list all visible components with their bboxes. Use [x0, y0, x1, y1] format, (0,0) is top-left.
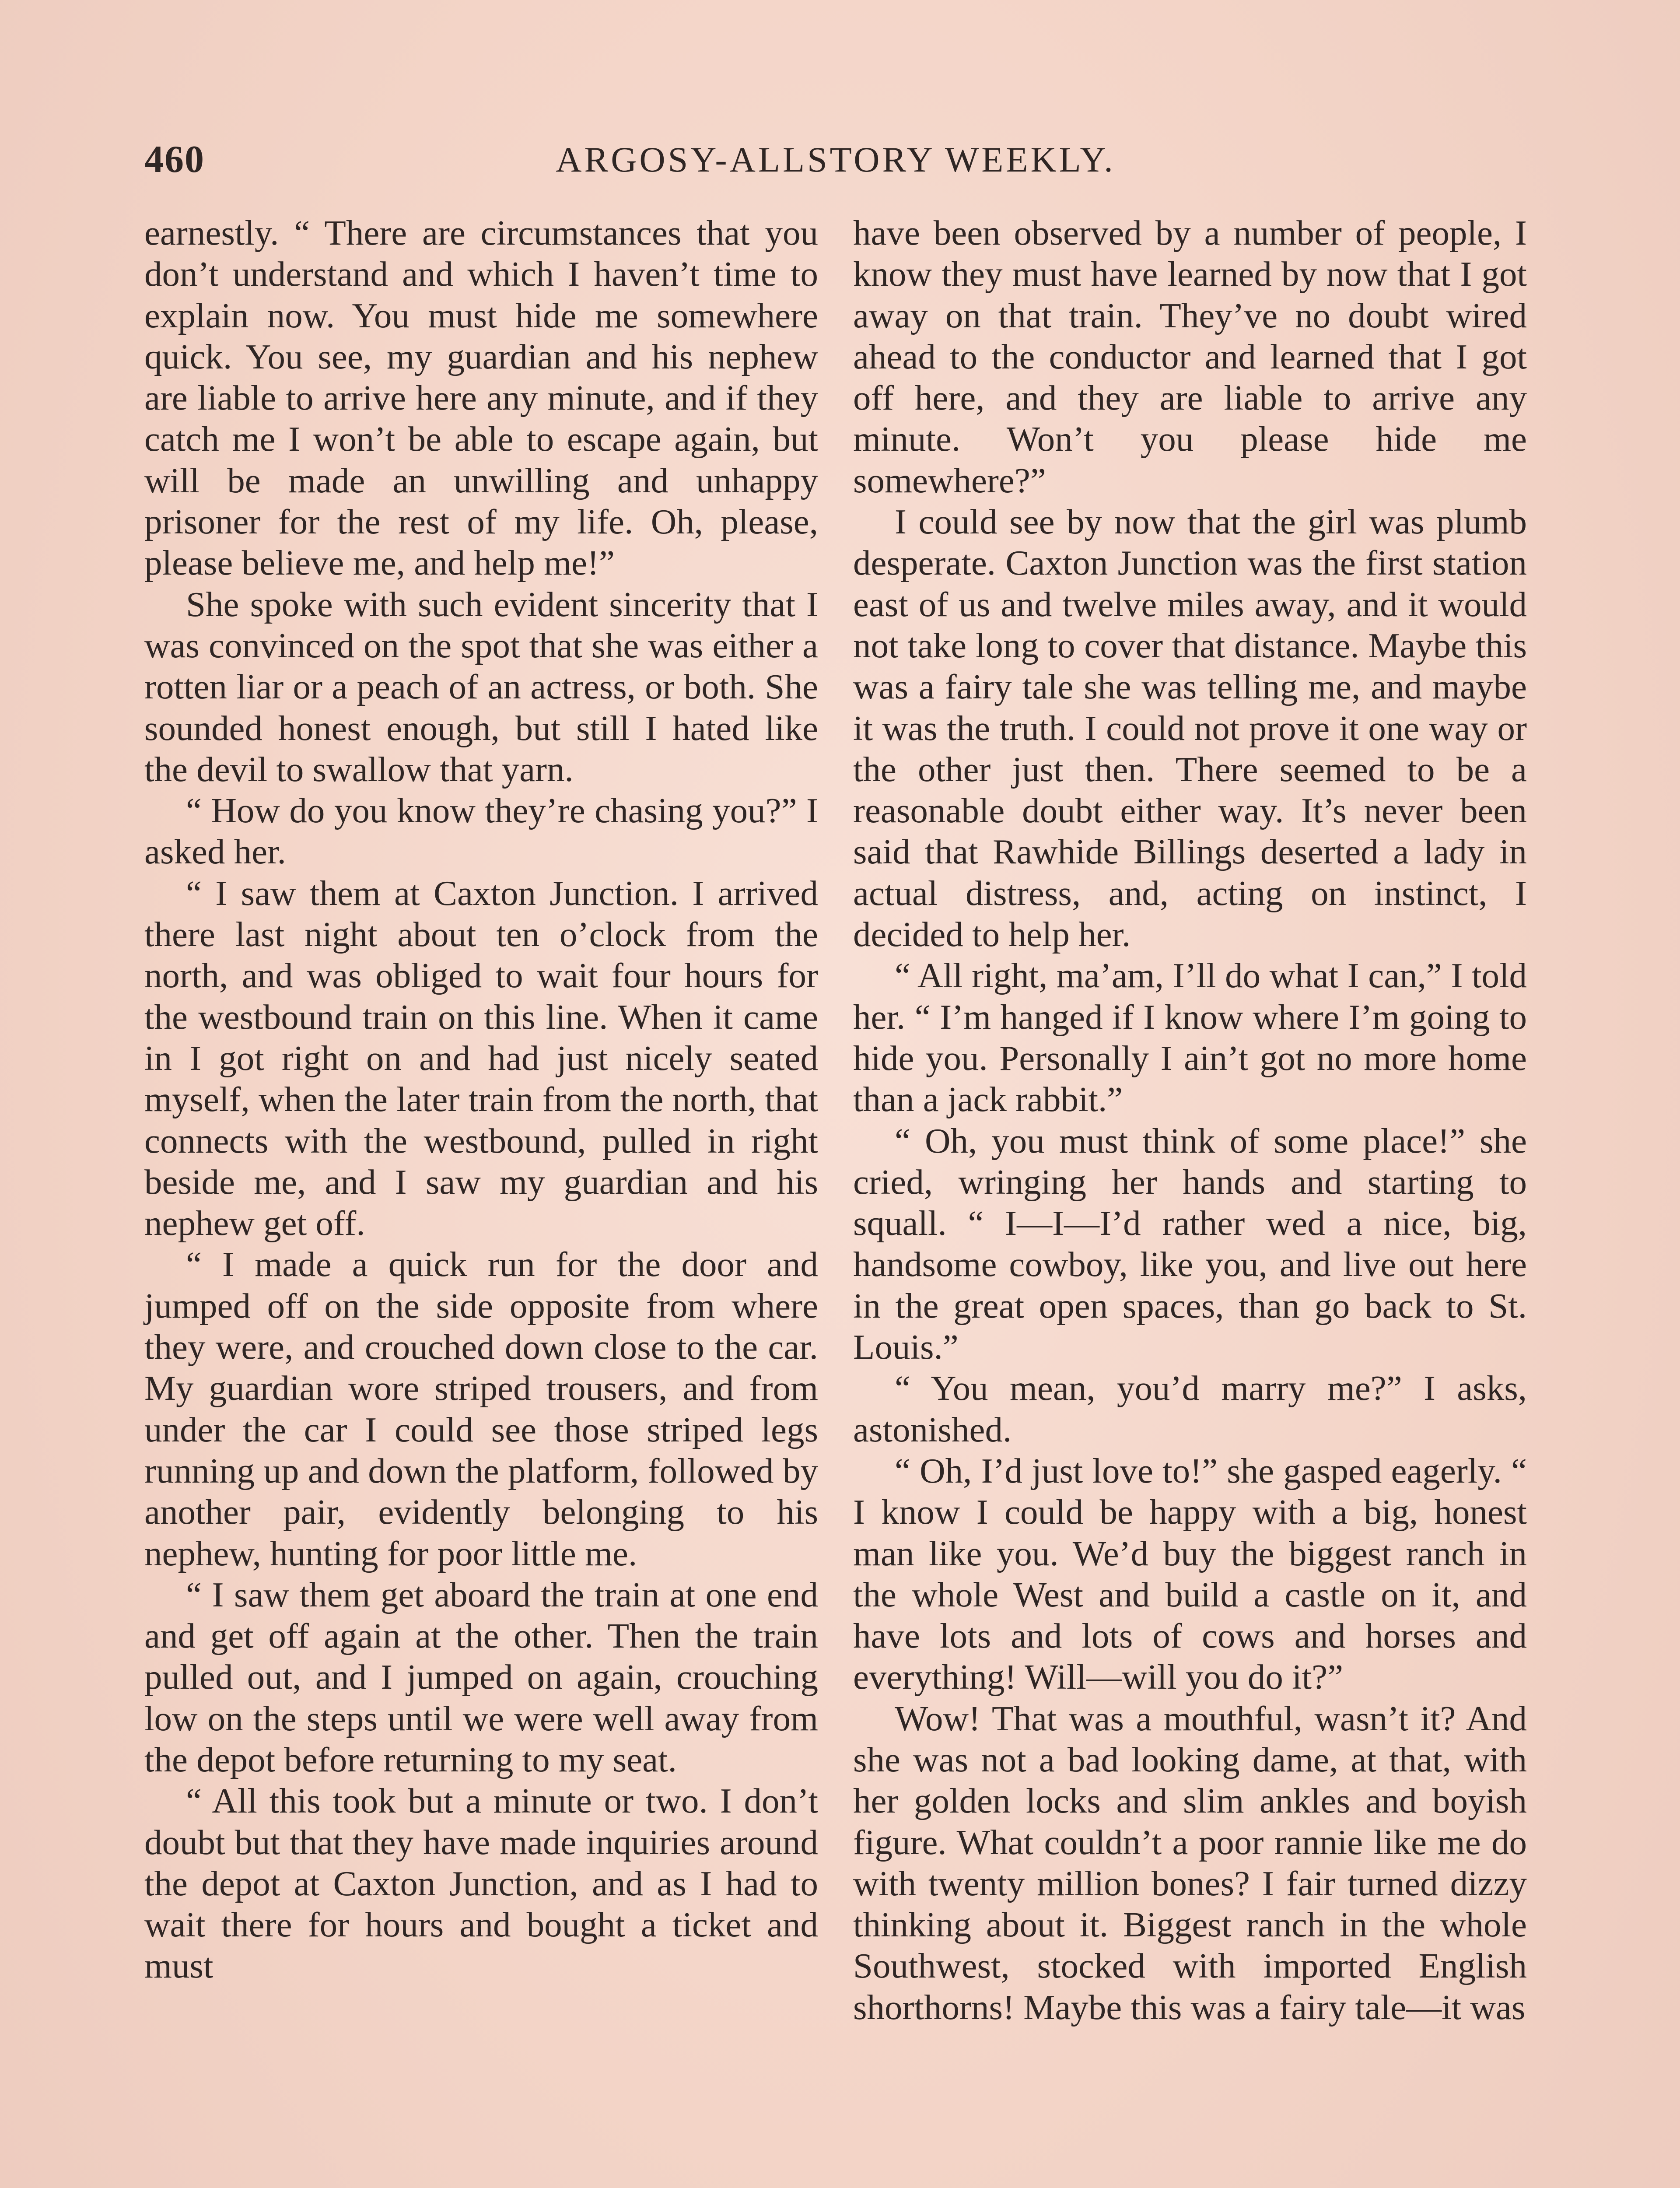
paragraph: “ All this took but a minute or two. I don’t doubt but that they have made inquiries around the depot at Caxton Junction, and as I had to wait there for hours and bought a ticket and must [144, 1781, 818, 1986]
paragraph: “ I saw them at Caxton Junction. I arrived there last night about ten o’clock from the north, and was obliged to wait four hours for the westbound train on this line. When it came in I got right on and had just nicely seated myself, when the later train from the north, that connects with the westbound, pulled in right beside me, and I saw my guardian and his nephew get off. [144, 873, 818, 1243]
paragraph: have been observed by a number of people, I know they must have learned by now that I got away on that train. They’ve no doubt wired ahead to the conductor and learned that I got off here, and they are liable to arrive any minute. Won’t you please hide me somewhere?” [853, 213, 1527, 500]
paragraph: “ Oh, you must think of some place!” she cried, wringing her hands and starting to squall. “ I—I—I’d rather wed a nice, big, handsome cowboy, like you, and live out here in the great open spaces, than go back to St. Louis.” [853, 1121, 1527, 1367]
paragraph: “ You mean, you’d marry me?” I asks, astonished. [853, 1368, 1527, 1449]
paragraph: earnestly. “ There are circumstances that you don’t understand and which I haven’t time to explain now. You must hide me somewhere quick. You see, my guardian and his nephew are liable to arrive here any minute, and if they catch me I won’t be able to escape again, but will be made an unwilling and unhappy prisoner for the rest of my life. Oh, please, please believe me, and help me!” [144, 213, 818, 583]
paragraph: She spoke with such evident sincerity that I was convinced on the spot that she was either a rotten liar or a peach of an actress, or both. She sounded honest enough, but still I hated like the devil to swallow that yarn. [144, 584, 818, 789]
paragraph: “ I saw them get aboard the train at one end and get off again at the other. Then the train pulled out, and I jumped on again, crouching low on the steps until we were well away from the depot before returning to my seat. [144, 1574, 818, 1779]
running-head: ARGOSY-ALLSTORY WEEKLY. [556, 140, 1116, 179]
paragraph: Wow! That was a mouthful, wasn’t it? And she was not a bad looking dame, at that, with her golden locks and slim ankles and boyish figure. What couldn’t a poor rannie like me do with twenty million bones? I fair turned dizzy thinking about it. Biggest ranch in the whole Southwest, stocked with imported English shorthorns! Maybe this was a fairy tale—it was [853, 1698, 1527, 2027]
paragraph: I could see by now that the girl was plumb desperate. Caxton Junction was the first station east of us and twelve miles away, and it would not take long to cover that distance. Maybe this was a fairy tale she was telling me, and maybe it was the truth. I could not prove it one way or the other just then. There seemed to be a reasonable doubt either way. It’s never been said that Rawhide Billings deserted a lady in actual distress, and, acting on instinct, I decided to help her. [853, 502, 1527, 954]
paragraph: “ I made a quick run for the door and jumped off on the side opposite from where they were, and crouched down close to the car. My guardian wore striped trousers, and from under the car I could see those striped legs running up and down the platform, followed by another pair, evidently belonging to his nephew, hunting for poor little me. [144, 1245, 818, 1573]
page-header [144, 131, 1527, 197]
left-text-column [144, 212, 818, 1987]
paragraph: “ All right, ma’am, I’ll do what I can,” I told her. “ I’m hanged if I know where I’m going to hide you. Personally I ain’t got no more home than a jack rabbit.” [853, 956, 1527, 1119]
page-number: 460 [144, 138, 205, 181]
paragraph: “ Oh, I’d just love to!” she gasped eagerly. “ I know I could be happy with a big, honest man like you. We’d buy the biggest ranch in the whole West and build a castle on it, and have lots and lots of cows and horses and everything! Will—will you do it?” [853, 1451, 1527, 1697]
right-text-column [853, 212, 1527, 2028]
paragraph: “ How do you know they’re chasing you?” I asked her. [144, 791, 818, 872]
